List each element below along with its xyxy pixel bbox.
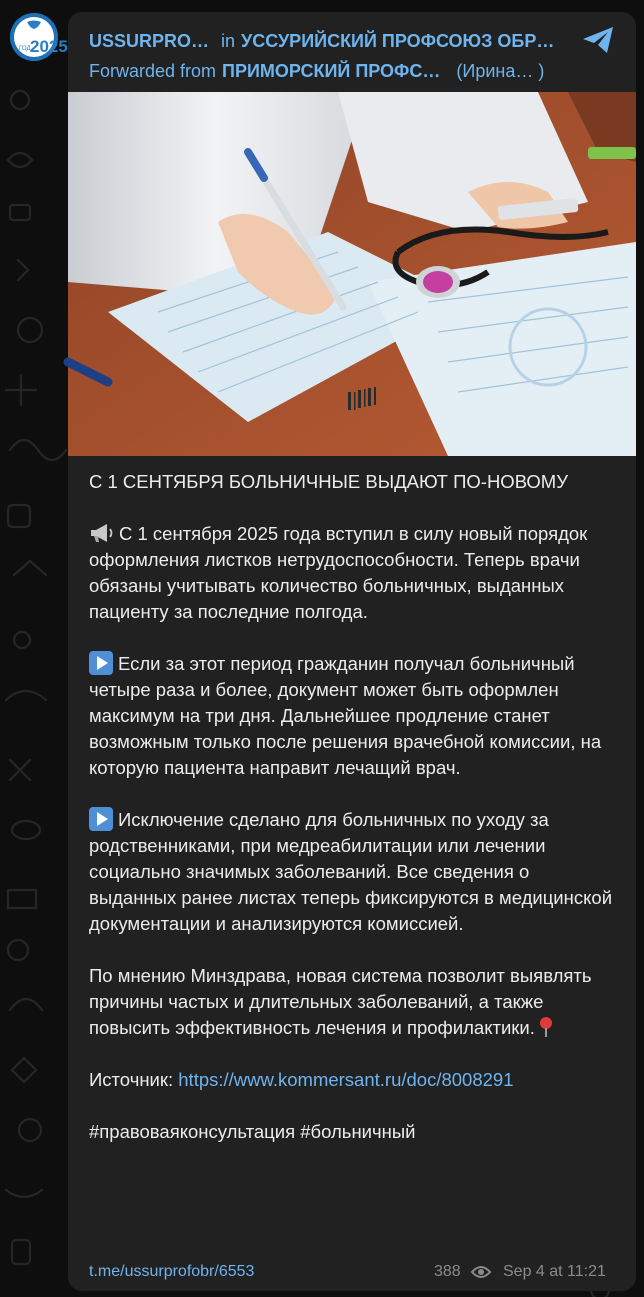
- forwarded-source[interactable]: ПРИМОРСКИЙ ПРОФС…: [222, 61, 441, 81]
- avatar-year-text: 2025: [30, 37, 68, 56]
- forwarded-row: [89, 56, 569, 86]
- paragraph-4-text: По мнению Минздрава, новая система позволит выявлять причины частых и длительных заболеваний, а также повысить эффективность лечения и профилактики.: [89, 965, 592, 1038]
- paragraph-4: [89, 963, 619, 1041]
- sender-name[interactable]: USSURPRO…: [89, 31, 210, 51]
- post-text: [89, 469, 619, 1145]
- forwarded-label: Forwarded from: [89, 61, 217, 81]
- hashtags[interactable]: #правоваяконсультация #больничный: [89, 1121, 416, 1142]
- play-button-icon: [89, 651, 113, 675]
- share-icon[interactable]: [580, 24, 616, 56]
- paragraph-1: [89, 521, 619, 625]
- post-link[interactable]: t.me/ussurprofobr/6553: [89, 1263, 255, 1280]
- play-button-icon: [89, 807, 113, 831]
- forwarded-author[interactable]: (Ирина… ): [456, 61, 545, 81]
- paragraph-2: [89, 651, 619, 781]
- paragraph-2-text: Если за этот период гражданин получал больничный четыре раза и более, документ может быть оформлен максимум на три дня. Дальнейшее продление станет возможным только после решения врачебной комиссии, на которую пациента направит лечащий врач.: [89, 653, 602, 778]
- in-label: in: [221, 31, 236, 51]
- source-label: Источник:: [89, 1069, 174, 1090]
- chat-name[interactable]: УССУРИЙСКИЙ ПРОФСОЮЗ ОБР…: [241, 31, 555, 51]
- pushpin-icon: [538, 1016, 554, 1038]
- message-date: Sep 4 at 11:21: [503, 1263, 606, 1280]
- sender-row: [89, 26, 569, 56]
- paragraph-3: [89, 807, 619, 937]
- source-line: [89, 1067, 619, 1093]
- view-count: 388: [434, 1263, 461, 1280]
- megaphone-icon: [89, 522, 115, 544]
- doctor-filling-sick-leave-photo-icon: [68, 92, 636, 456]
- message-bubble[interactable]: [68, 12, 636, 1291]
- paragraph-1-text: С 1 сентября 2025 года вступил в силу новый порядок оформления листков нетрудоспособности. Теперь врачи обязаны учитывать количество больничных, выданных пациенту за последние полгода.: [89, 523, 588, 622]
- source-link[interactable]: https://www.kommersant.ru/doc/8008291: [178, 1069, 514, 1090]
- message-header: [89, 26, 569, 86]
- channel-avatar[interactable]: [10, 13, 68, 61]
- avatar-logo-icon: [10, 13, 68, 61]
- message-footer: [89, 1261, 619, 1285]
- post-title: С 1 СЕНТЯБРЯ БОЛЬНИЧНЫЕ ВЫДАЮТ ПО-НОВОМУ: [89, 471, 568, 492]
- eye-icon: [471, 1264, 491, 1280]
- avatar-brand-text: ГОД: [19, 46, 31, 52]
- paragraph-3-text: Исключение сделано для больничных по уходу за родственниками, при медреабилитации или лечении социально значимых заболеваний. Все сведения о выданных ранее листах теперь фиксируются в медицинской документации и анализируются комиссией.: [89, 809, 613, 934]
- post-photo[interactable]: [68, 92, 636, 456]
